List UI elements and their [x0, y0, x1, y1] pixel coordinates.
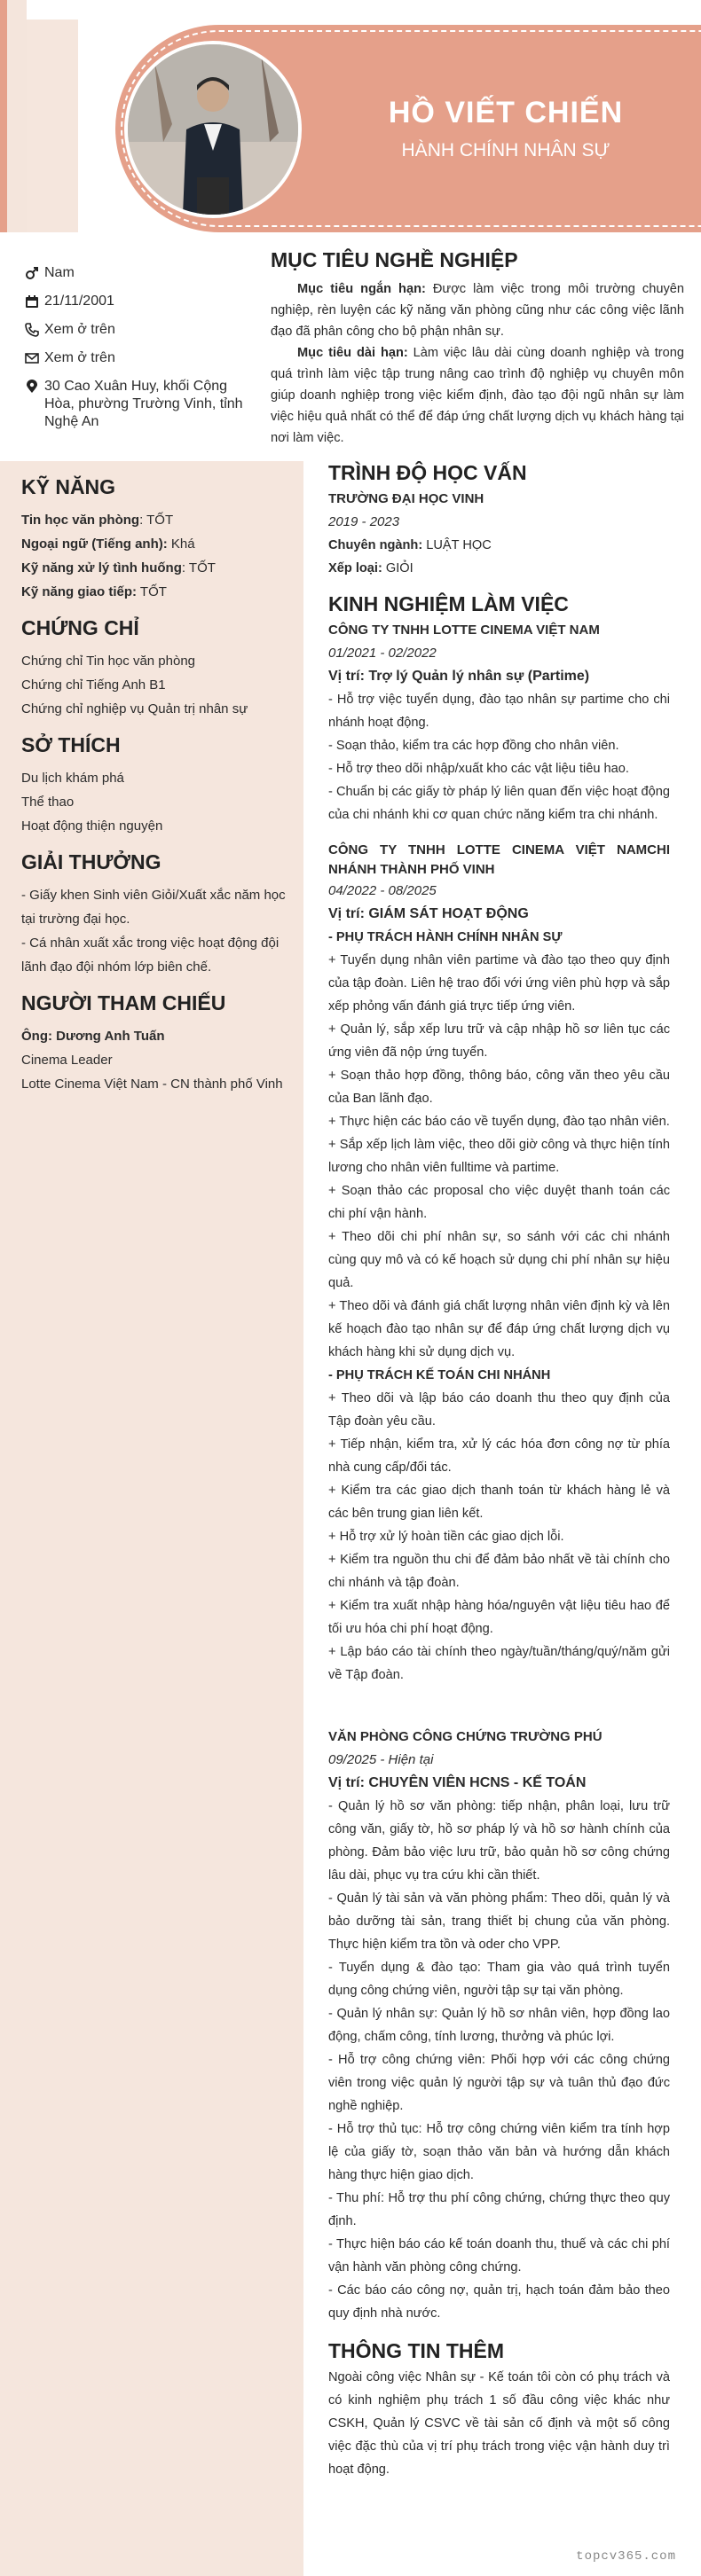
job-company: CÔNG TY TNHH LOTTE CINEMA VIỆT NAMCHI NHÁNH THÀNH PHỐ VINH	[328, 842, 670, 877]
hobby-item: Du lịch khám phá	[21, 771, 124, 786]
job-line: - Chuẩn bị các giấy tờ pháp lý liên quan đến việc hoạt động của chi nhánh khi cơ quan chức năng kiểm tra chi nhánh.	[328, 785, 670, 822]
job-line: + Tuyển dụng nhân viên partime và đào tạo theo quy định của tập đoàn. Liên hệ trao đổi với ứng viên phù hợp và sắp xếp phỏng vấn đánh giá trực tiếp ứng viên.	[328, 953, 670, 1014]
education-school: TRƯỜNG ĐẠI HỌC VINH	[328, 491, 484, 506]
experience-title: KINH NGHIỆM LÀM VIỆC	[328, 592, 569, 615]
left-column	[21, 475, 287, 1108]
reference-position: Cinema Leader	[21, 1053, 113, 1068]
calendar-icon	[25, 293, 44, 314]
objective-long-text: Làm việc lâu dài cùng doanh nghiệp và trong quá trình làm việc tập trung nâng cao trình độ nghiệp vụ chuyên môn giúp doanh nghiệp trong việc kiểm định, đào tạo đội ngũ nhân sự làm việc hiệu quả nhất có thể để đáp ứng chất lượng dịch vụ khách hàng tại nơi làm việc.	[271, 346, 684, 445]
job-period: 09/2025 - Hiện tại	[328, 1752, 434, 1767]
job-entry-1	[328, 619, 670, 826]
job-line: - Hỗ trợ theo dõi nhập/xuất kho các vật liệu tiêu hao.	[328, 762, 629, 776]
header-strip	[27, 20, 78, 232]
certificate-item: Chứng chỉ nghiệp vụ Quản trị nhân sự	[21, 701, 248, 716]
education-section	[328, 461, 670, 580]
job-line: + Kiểm tra xuất nhập hàng hóa/nguyên vật liệu tiêu hao để tối ưu hóa chi phí hoạt động.	[328, 1599, 670, 1636]
certificates-title: CHỨNG CHỈ	[21, 616, 139, 639]
references-title: NGƯỜI THAM CHIẾU	[21, 991, 226, 1014]
job-line: - Hỗ trợ thủ tục: Hỗ trợ công chứng viên kiểm tra tính hợp lệ của giấy tờ, soạn thảo văn bản và hướng dẫn khách hàng thực hiện giao dịch.	[328, 2122, 670, 2182]
contact-email-row	[25, 349, 247, 371]
objective-long	[271, 342, 684, 449]
education-period: 2019 - 2023	[328, 514, 400, 529]
job-line: + Sắp xếp lịch làm việc, theo dõi giờ công và thực hiện tính lương cho nhân viên fulltime và partime.	[328, 1138, 670, 1175]
header-accent-bar	[0, 0, 7, 232]
job-line: - Thu phí: Hỗ trợ thu phí công chứng, chứng thực theo quy định.	[328, 2191, 670, 2228]
award-item: - Cá nhân xuất xắc trong việc hoạt động đội lãnh đạo đội nhóm lớp biên chế.	[21, 936, 280, 975]
job-line: + Hỗ trợ xử lý hoàn tiền các giao dịch lỗi.	[328, 1530, 564, 1544]
job-line: + Kiểm tra nguồn thu chi để đảm bảo nhất về tài chính cho chi nhánh và tập đoàn.	[328, 1553, 670, 1590]
references-section	[21, 991, 287, 1096]
job-line: + Theo dõi và đánh giá chất lượng nhân viên định kỳ và lên kế hoạch đào tạo nhân sự để đáp ứng chất lượng dịch vụ khách hàng khi sử dụng dịch vụ.	[328, 1299, 670, 1359]
job-line: + Soạn thảo các proposal cho việc duyệt thanh toán các chi phí vận hành.	[328, 1184, 670, 1221]
job-entry-3	[328, 1726, 670, 2325]
job-line: - Tuyển dụng & đào tạo: Tham gia vào quá trình tuyển dụng công chứng viên, người tập sự tại văn phòng.	[328, 1961, 670, 1998]
job-company: CÔNG TY TNHH LOTTE CINEMA VIỆT NAM	[328, 622, 600, 638]
job-line: - Soạn thảo, kiểm tra các hợp đồng cho nhân viên.	[328, 739, 619, 753]
job-line: - Quản lý nhân sự: Quản lý hồ sơ nhân viên, hợp đồng lao động, chấm công, tính lương, thưởng và phúc lợi.	[328, 2007, 670, 2044]
award-item: - Giấy khen Sinh viên Giỏi/Xuất xắc năm học tại trường đại học.	[21, 888, 286, 927]
additional-title: THÔNG TIN THÊM	[328, 2339, 505, 2362]
job-line: - Hỗ trợ công chứng viên: Phối hợp với các công chứng viên trong việc quản lý người tập sự và tuân thủ đạo đức nghề nghiệp.	[328, 2053, 670, 2113]
job-line: + Theo dõi và lập báo cáo doanh thu theo quy định của Tập đoàn yêu cầu.	[328, 1391, 670, 1429]
hobbies-section	[21, 733, 287, 838]
gender-icon	[25, 264, 44, 286]
job-line: - Quản lý hồ sơ văn phòng: tiếp nhận, phân loại, lưu trữ công văn, giấy tờ, hồ sơ pháp lý và hồ sơ hành chính của phòng. Đảm bảo việc lưu trữ, bảo quản hồ sơ công chứng lâu dài, phục vụ tra cứu khi cần thiết.	[328, 1799, 670, 1883]
job-line: + Tiếp nhận, kiểm tra, xử lý các hóa đơn công nợ từ phía nhà cung cấp/đối tác.	[328, 1437, 670, 1475]
job-line: + Kiểm tra các giao dịch thanh toán từ khách hàng lẻ và các bên trung gian liên kết.	[328, 1484, 670, 1521]
contact-gender-row	[25, 264, 247, 286]
certificate-item: Chứng chỉ Tiếng Anh B1	[21, 677, 166, 693]
objective-short	[271, 278, 684, 342]
watermark: topcv365.com	[576, 2549, 676, 2564]
certificates-section	[21, 616, 287, 721]
education-rank: Xếp loại: GIỎI	[328, 561, 414, 575]
objective-long-label: Mục tiêu dài hạn:	[297, 346, 408, 360]
skills-title: KỸ NĂNG	[21, 475, 116, 498]
job-period: 04/2022 - 08/2025	[328, 883, 437, 898]
job-position: Vị trí: CHUYÊN VIÊN HCNS - KẾ TOÁN	[328, 1775, 587, 1790]
additional-text: Ngoài công việc Nhân sự - Kế toán tôi còn có phụ trách và có kinh nghiệm phụ trách 1 số đầu công việc khác như CSKH, Quản lý CSVC về tài sản cố định và một số công việc đặc thù của vị trí phụ trách trong việc vận hành duy trì hoạt động.	[328, 2370, 670, 2477]
email-icon	[25, 349, 44, 371]
job-line: + Quản lý, sắp xếp lưu trữ và cập nhập hồ sơ liên tục các ứng viên đã nộp ứng tuyển.	[328, 1022, 670, 1060]
job-line: + Theo dõi chi phí nhân sự, so sánh với các chi nhánh cùng quy mô và có kế hoạch sử dụng chi phí nhân sự hiệu quả.	[328, 1230, 670, 1290]
skills-section	[21, 475, 287, 604]
hobbies-title: SỞ THÍCH	[21, 733, 121, 756]
education-major: Chuyên ngành: LUẬT HỌC	[328, 538, 492, 552]
skill-item: Tin học văn phòng: TỐT	[21, 513, 174, 528]
job-subheading: - PHỤ TRÁCH HÀNH CHÍNH NHÂN SỰ	[328, 930, 563, 944]
experience-section	[328, 592, 670, 2325]
profile-photo	[124, 41, 302, 218]
objective-short-label: Mục tiêu ngắn hạn:	[297, 282, 426, 296]
objective-short-text: Được làm việc trong môi trường chuyên nghiệp, rèn luyện các kỹ năng văn phòng cũng như các công việc lãnh đạo đã phân công cho bộ phận nhân sự.	[271, 282, 684, 339]
contact-phone: Xem ở trên	[44, 322, 115, 337]
job-line: - Các báo cáo công nợ, quản trị, hạch toán đảm bảo theo quy định nhà nước.	[328, 2283, 670, 2321]
job-company: VĂN PHÒNG CÔNG CHỨNG TRƯỜNG PHÚ	[328, 1729, 603, 1744]
awards-section	[21, 850, 287, 979]
job-entry-2	[328, 841, 670, 1687]
job-line: - Quản lý tài sản và văn phòng phẩm: Theo dõi, quản lý và bảo dưỡng tài sản, trang thiết bị chung của văn phòng. Thực hiện kiểm tra tồn và oder cho VPP.	[328, 1891, 670, 1952]
skill-item: Kỹ năng xử lý tình huống: TỐT	[21, 560, 216, 575]
contact-email: Xem ở trên	[44, 350, 115, 365]
job-position: Vị trí: GIÁM SÁT HOẠT ĐỘNG	[328, 906, 529, 921]
objective-section	[271, 248, 684, 449]
job-line: + Lập báo cáo tài chính theo ngày/tuần/tháng/quý/năm gửi về Tập đoàn.	[328, 1645, 670, 1682]
location-pin-icon	[25, 378, 44, 399]
job-line: - Thực hiện báo cáo kế toán doanh thu, thuế và các chi phí vận hành văn phòng công chứng.	[328, 2237, 670, 2275]
certificate-item: Chứng chỉ Tin học văn phòng	[21, 654, 196, 669]
phone-icon	[25, 321, 44, 342]
contact-address: 30 Cao Xuân Huy, khối Cộng Hòa, phường Trường Vinh, tỉnh Nghệ An	[44, 379, 243, 429]
job-position: Vị trí: Trợ lý Quản lý nhân sự (Partime)	[328, 669, 590, 684]
contact-birthday-row	[25, 293, 247, 314]
reference-company: Lotte Cinema Việt Nam - CN thành phố Vinh	[21, 1077, 283, 1092]
contact-address-row	[25, 378, 247, 431]
job-line: + Thực hiện các báo cáo về tuyển dụng, đào tạo nhân viên.	[328, 1115, 670, 1129]
reference-name: Ông: Dương Anh Tuấn	[21, 1029, 165, 1044]
awards-title: GIẢI THƯỞNG	[21, 850, 161, 873]
job-subheading: - PHỤ TRÁCH KẾ TOÁN CHI NHÁNH	[328, 1368, 551, 1382]
contact-info	[25, 264, 247, 438]
objective-title: MỤC TIÊU NGHỀ NGHIỆP	[271, 248, 518, 271]
job-line: - Hỗ trợ việc tuyển dụng, đào tạo nhân sự partime cho chi nhánh hoạt động.	[328, 693, 670, 730]
education-title: TRÌNH ĐỘ HỌC VẤN	[328, 461, 527, 484]
candidate-name: HỒ VIẾT CHIẾN	[388, 96, 624, 129]
job-period: 01/2021 - 02/2022	[328, 646, 437, 661]
additional-section	[328, 2339, 670, 2481]
hobby-item: Thể thao	[21, 795, 75, 810]
job-line: + Soạn thảo hợp đồng, thông báo, công văn theo yêu cầu của Ban lãnh đạo.	[328, 1069, 670, 1106]
contact-birthday: 21/11/2001	[44, 294, 114, 309]
skill-item: Ngoại ngữ (Tiếng anh): Khá	[21, 536, 195, 552]
candidate-role: HÀNH CHÍNH NHÂN SỰ	[401, 140, 610, 161]
contact-gender: Nam	[44, 265, 75, 280]
hobby-item: Hoạt động thiện nguyện	[21, 818, 163, 834]
skill-item: Kỹ năng giao tiếp: TỐT	[21, 584, 167, 599]
right-column	[328, 461, 670, 2481]
contact-phone-row	[25, 321, 247, 342]
